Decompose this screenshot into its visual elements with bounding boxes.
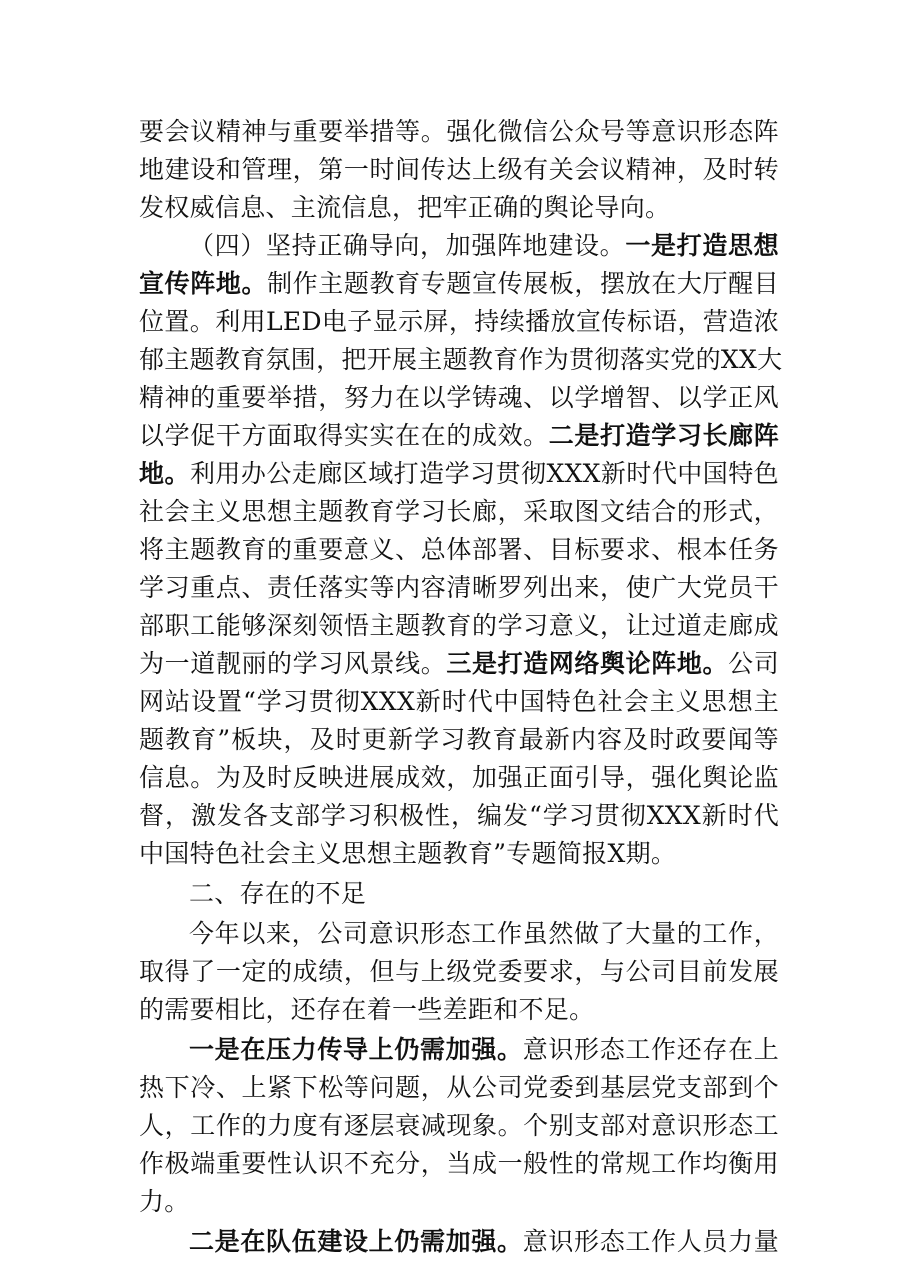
text-line (139, 455, 779, 493)
text-line: 学习重点、责任落实等内容清晰罗列出来，使广大党员干 (139, 573, 779, 602)
section-heading: 二、存在的不足 (189, 879, 367, 908)
bold-text: 地。 (139, 459, 190, 488)
text-line: 作极端重要性认识不充分，当成一般性的常规工作均衡用 (139, 1149, 779, 1178)
text-line (139, 645, 779, 683)
bold-text: 二是打造学习长廊阵 (548, 421, 779, 450)
text-line: 热下冷、上紧下松等问题，从公司党委到基层党支部到个 (139, 1073, 779, 1102)
text-line: 人，工作的力度有逐层衰减现象。个别支部对意识形态工 (139, 1111, 779, 1140)
normal-text: 以学促干方面取得实实在在的成效。 (139, 421, 549, 450)
normal-text: 意识形态工作人员力量 (522, 1227, 779, 1256)
text-line: 要会议精神与重要举措等。强化微信公众号等意识形态阵 (139, 117, 779, 146)
text-line: 信息。为及时反映进展成效，加强正面引导，强化舆论监 (139, 763, 779, 792)
text-line (189, 227, 779, 265)
bold-text: 一是在压力传导上仍需加强。 (189, 1035, 523, 1064)
text-line: 网站设置“学习贯彻XXX新时代中国特色社会主义思想主 (139, 687, 779, 716)
text-line: 力。 (139, 1187, 190, 1216)
normal-text: 为一道靓丽的学习风景线。 (139, 649, 447, 678)
text-line: 郁主题教育氛围，把开展主题教育作为贯彻落实党的XX大 (139, 345, 783, 374)
text-line: 题教育”板块，及时更新学习教育最新内容及时政要闻等 (139, 725, 779, 754)
text-line: 中国特色社会主义思想主题教育”专题简报X期。 (139, 839, 677, 868)
text-line: 督，激发各支部学习积极性，编发“学习贯彻XXX新时代 (139, 801, 779, 830)
text-line: 发权威信息、主流信息，把牢正确的舆论导向。 (139, 193, 671, 222)
text-line: 精神的重要举措，努力在以学铸魂、以学增智、以学正风 (139, 383, 779, 412)
bold-text: 三是打造网络舆论阵地。 (446, 649, 729, 678)
normal-text: 公司 (728, 649, 779, 678)
bold-text: 二是在队伍建设上仍需加强。 (189, 1227, 523, 1256)
text-line: 地建设和管理，第一时间传达上级有关会议精神，及时转 (139, 155, 779, 184)
normal-text: 意识形态工作还存在上 (522, 1035, 779, 1064)
text-line: 将主题教育的重要意义、总体部署、目标要求、根本任务 (139, 535, 779, 564)
text-line (139, 265, 779, 303)
normal-text: 利用办公走廊区域打造学习贯彻XXX新时代中国特色 (189, 459, 779, 488)
bold-text: 一是打造思想 (625, 231, 779, 260)
text-line: 位置。利用LED电子显示屏，持续播放宣传标语，营造浓 (139, 307, 779, 336)
text-line (139, 417, 779, 455)
bold-text: 宣传阵地。 (139, 269, 268, 298)
normal-text: （四）坚持正确导向，加强阵地建设。 (189, 231, 626, 260)
text-line: 社会主义思想主题教育学习长廊，采取图文结合的形式， (139, 497, 779, 526)
text-line: 部职工能够深刻领悟主题教育的学习意义，让过道走廊成 (139, 611, 779, 640)
text-line (189, 1031, 779, 1069)
text-line: 取得了一定的成绩，但与上级党委要求，与公司目前发展 (139, 957, 779, 986)
text-line (189, 1223, 779, 1261)
normal-text: 制作主题教育专题宣传展板，摆放在大厅醒目 (267, 269, 779, 298)
text-line: 今年以来，公司意识形态工作虽然做了大量的工作， (189, 919, 779, 948)
text-line: 的需要相比，还存在着一些差距和不足。 (139, 995, 595, 1024)
